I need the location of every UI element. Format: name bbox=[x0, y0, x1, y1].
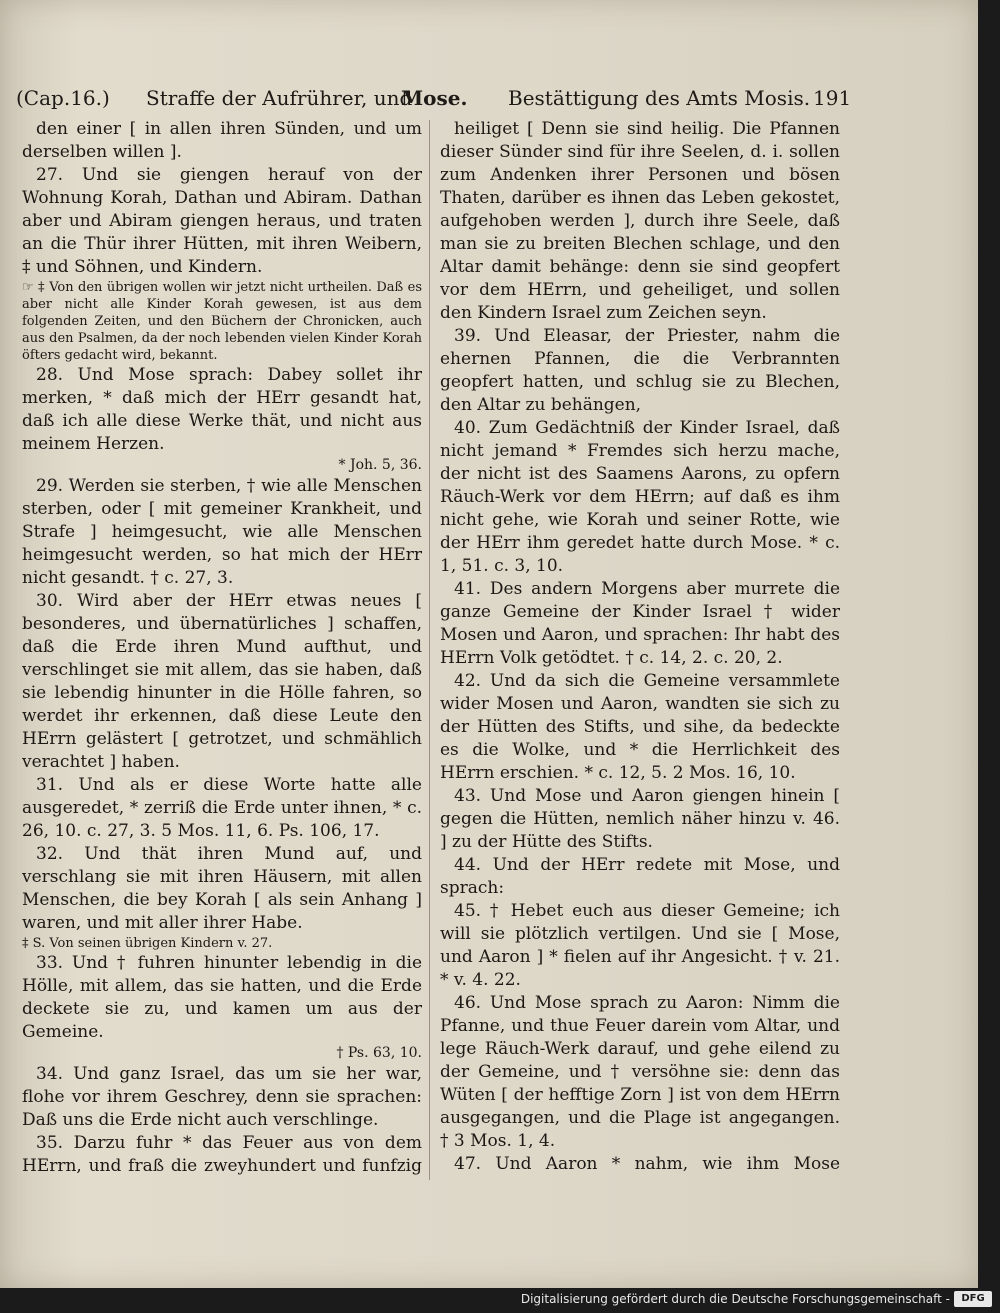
footnote: ‡ S. Von seinen übrigen Kindern v. 27. bbox=[22, 936, 273, 951]
verse-paragraph: 31. Und als er diese Worte hatte alle ausgeredet, * zerriß die Erde unter ihnen, * c. 26, 10. c. 27, 3. 5 Mos. 11, 6. Ps. 106, 17. bbox=[22, 775, 422, 841]
column-divider bbox=[429, 120, 430, 1180]
footer-credit: Digitalisierung gefördert durch die Deutsche Forschungsgemeinschaft - bbox=[520, 1292, 950, 1306]
verse-paragraph: 33. Und † fuhren hinunter lebendig in die Hölle, mit allem, das sie hatten, und die Erde deckete sie zu, und kamen um aus der Gemeine. bbox=[22, 953, 422, 1042]
verse-paragraph: 41. Des andern Morgens aber murrete die ganze Gemeine der Kinder Israel † wider Mosen und Aaron, und sprachen: Ihr habt des HErrn Volk getödtet. † c. 14, 2. c. 20, 2. bbox=[440, 579, 840, 668]
cross-reference: * Joh. 5, 36. bbox=[338, 457, 422, 473]
verse-paragraph: 42. Und da sich die Gemeine versammlete wider Mosen und Aaron, wandten sie sich zu der Hütten des Stifts, und sihe, da bedeckte es die Wolke, und * die Herrlichkeit des HErrn erschien. * c. 12, 5. 2 Mos. 16, 10. bbox=[440, 671, 840, 783]
verse-paragraph: 30. Wird aber der HErr etwas neues [ besonderes, und übernatürliches ] schaffen, daß die Erde ihren Mund aufthut, und verschlinget sie mit allem, das sie haben, daß sie lebendig hinunter in die Hölle fahren, so werdet ihr erkennen, daß diese Leute den HErrn gelästert [ getrotzet, und schmählich verachtet ] haben. bbox=[22, 591, 422, 772]
right-title: Bestättigung des Amts Mosis. bbox=[508, 86, 811, 110]
dfg-logo: DFG bbox=[954, 1291, 992, 1307]
verse-paragraph: 46. Und Mose sprach zu Aaron: Nimm die Pfanne, und thue Feuer darein vom Altar, und lege Räuch-Werk darauf, und gehe eilend zu der Gemeine, und † versöhne sie: denn das Wüten [ der hefftige Zorn ] ist von dem HErrn ausgegangen, und die Plage ist angegangen. † 3 Mos. 1, 4. bbox=[440, 993, 840, 1151]
verse-paragraph: 44. Und der HErr redete mit Mose, und sprach: bbox=[440, 855, 840, 898]
footer-bar bbox=[0, 1288, 1000, 1313]
mose-title: Mose. bbox=[401, 86, 468, 110]
verse-paragraph: 32. Und thät ihren Mund auf, und verschlang sie mit ihren Häusern, mit allen Menschen, die bey Korah [ als sein Anhang ] waren, und mit aller ihrer Habe. bbox=[22, 844, 422, 933]
cross-reference: † Ps. 63, 10. bbox=[336, 1045, 422, 1061]
verse-paragraph: 40. Zum Gedächtniß der Kinder Israel, daß nicht jemand * Fremdes sich herzu mache, der nicht ist des Saamens Aarons, zu opfern Räuch-Werk vor dem HErrn; auf daß es ihm nicht gehe, wie Korah und seiner Rotte, wie der HErr ihm geredet hatte durch Mose. * c. 1, 51. c. 3, 10. bbox=[440, 418, 840, 576]
verse-paragraph: 29. Werden sie sterben, † wie alle Menschen sterben, oder [ mit gemeiner Krankheit, und Strafe ] heimgesucht, wie alle Menschen heimgesucht werden, so hat mich der HErr nicht gesandt. † c. 27, 3. bbox=[22, 476, 422, 588]
left-column bbox=[22, 118, 422, 1178]
verse-paragraph: 35. Darzu fuhr * das Feuer aus von dem HErrn, und fraß die zweyhundert und funfzig bbox=[22, 1133, 422, 1176]
verse-paragraph: den einer [ in allen ihren Sünden, und um derselben willen ]. bbox=[22, 119, 422, 162]
right-column bbox=[440, 118, 840, 1178]
footnote: ☞ ‡ Von den übrigen wollen wir jetzt nicht urtheilen. Daß es aber nicht alle Kinder Korah gewesen, ist aus dem folgenden Zeiten, und den Büchern der Chronicken, auch aus den Psalmen, da der noch lebenden vielen Kinder Korah öfters gedacht wird, bekannt. bbox=[22, 280, 422, 363]
running-header bbox=[16, 86, 852, 116]
left-title: Straffe der Aufrührer, und bbox=[146, 86, 413, 110]
verse-paragraph: 45. † Hebet euch aus dieser Gemeine; ich will sie plötzlich vertilgen. Und sie [ Mose, und Aaron ] * fielen auf ihr Angesicht. † v. 21. * v. 4. 22. bbox=[440, 901, 840, 990]
verse-paragraph: 43. Und Mose und Aaron giengen hinein [ gegen die Hütten, nemlich näher hinzu v. 46. ] zu der Hütte des Stifts. bbox=[440, 786, 840, 852]
verse-paragraph: 39. Und Eleasar, der Priester, nahm die ehernen Pfannen, die die Verbrannten geopfert hatten, und schlug sie zu Blechen, den Altar zu behängen, bbox=[440, 326, 840, 415]
verse-paragraph: 47. Und Aaron * nahm, wie ihm Mose bbox=[454, 1154, 840, 1174]
verse-paragraph: heiliget [ Denn sie sind heilig. Die Pfannen dieser Sünder sind für ihre Seelen, d. i. sollen zum Andenken ihrer Personen und bösen Thaten, darüber es ihnen das Leben gekostet, aufgehoben werden ], durch ihre Seele, daß man sie zu breiten Blechen schlage, und den Altar damit behänge: denn sie sind geopfert vor dem HErrn, und geheiliget, und sollen den Kindern Israel zum Zeichen seyn. bbox=[440, 119, 840, 323]
verse-paragraph: 28. Und Mose sprach: Dabey sollet ihr merken, * daß mich der HErr gesandt hat, daß ich alle diese Werke thät, und nicht aus meinem Herzen. bbox=[22, 365, 422, 454]
chapter-label: (Cap.16.) bbox=[16, 86, 110, 110]
verse-paragraph: 34. Und ganz Israel, das um sie her war, flohe vor ihrem Geschrey, denn sie sprachen: Daß uns die Erde nicht auch verschlinge. bbox=[22, 1064, 422, 1130]
verse-paragraph: 27. Und sie giengen herauf von der Wohnung Korah, Dathan und Abiram. Dathan aber und Abiram giengen heraus, und traten an die Thür ihrer Hütten, mit ihren Weibern, ‡ und Söhnen, und Kindern. bbox=[22, 165, 422, 277]
page-number: 191 bbox=[813, 86, 852, 110]
